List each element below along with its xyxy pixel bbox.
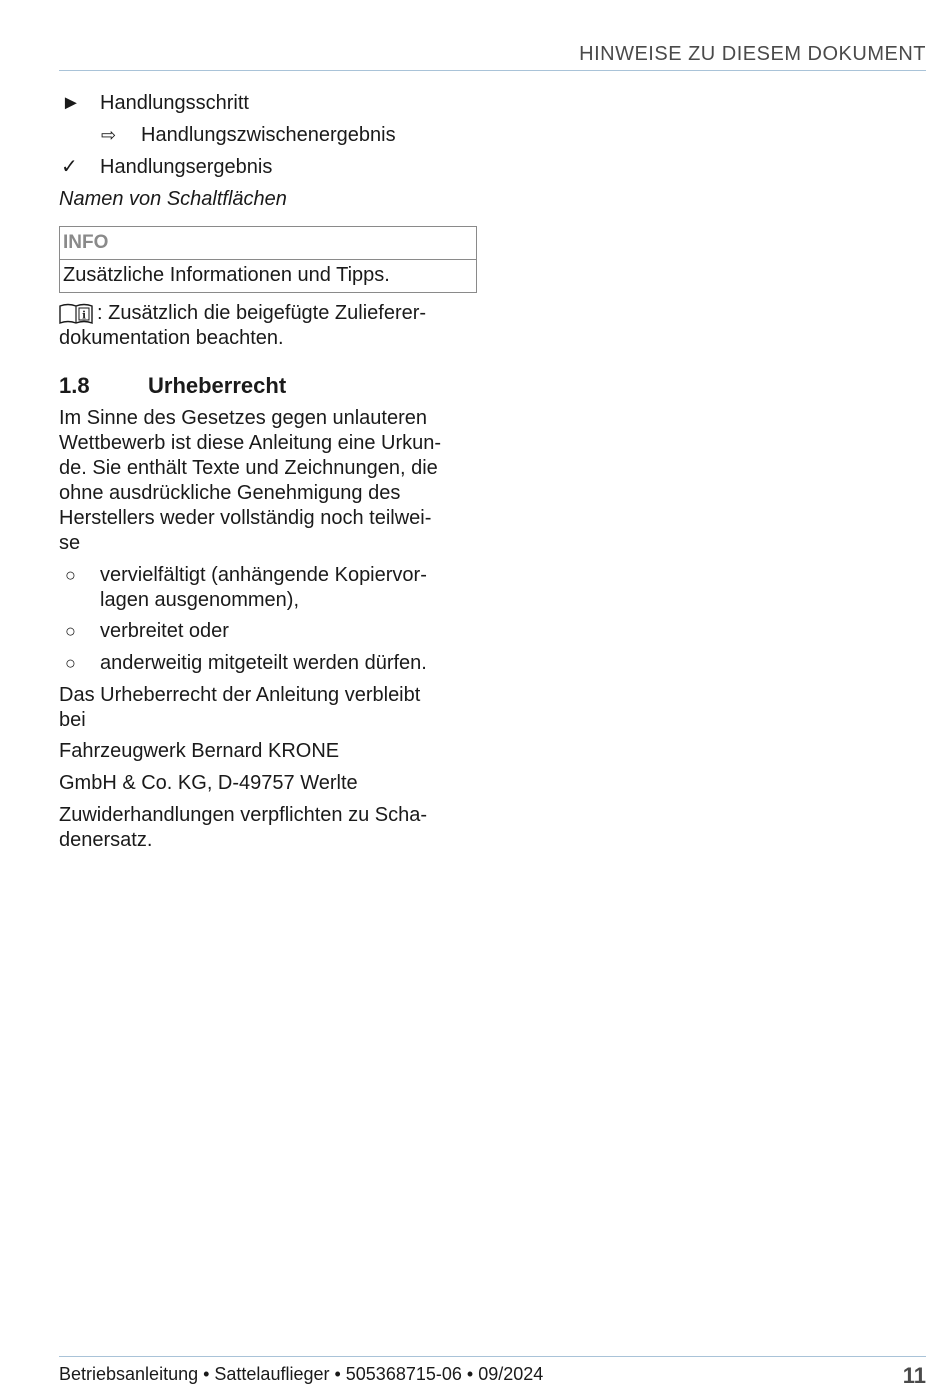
step-label: Handlungsschritt <box>100 92 249 114</box>
copyright-line: Das Urheberrecht der Anleitung verbleibt <box>59 684 421 706</box>
intermediate-arrow-icon: ⇨ <box>101 125 117 145</box>
list-item-line: anderweitig mitgeteilt werden dürfen. <box>100 652 427 674</box>
book-info-icon <box>59 303 93 325</box>
button-names-example: Namen von Schaltflächen <box>59 188 287 210</box>
info-box <box>59 226 477 293</box>
intro-line: Im Sinne des Gesetzes gegen unlauteren <box>59 407 428 429</box>
section-title: Urheberrecht <box>148 373 287 398</box>
circle-bullet-icon: ○ <box>65 565 76 585</box>
list-item-line: verbreitet oder <box>100 620 229 642</box>
intro-line: Wettbewerb ist diese Anleitung eine Urkun- <box>59 432 442 454</box>
intermediate-label: Handlungszwischenergebnis <box>141 124 396 146</box>
penalty-line: denersatz. <box>59 829 153 851</box>
list-item-line: lagen ausgenommen), <box>100 589 300 611</box>
supplier-note-line1: : Zusätzlich die beigefügte Zulieferer- <box>97 302 427 324</box>
info-box-heading: INFO <box>60 227 476 260</box>
info-box-text: Zusätzliche Informationen und Tipps. <box>63 264 390 286</box>
footer-divider <box>59 1356 926 1357</box>
list-item <box>100 651 480 676</box>
intro-line: Herstellers weder vollständig noch teilwei- <box>59 507 432 529</box>
supplier-note-line2: dokumentation beachten. <box>59 327 284 349</box>
list-item <box>100 619 480 644</box>
result-label: Handlungsergebnis <box>100 156 273 178</box>
company-line-2: GmbH & Co. KG, D-49757 Werlte <box>59 772 358 794</box>
intro-line: de. Sie enthält Texte und Zeichnungen, die <box>59 457 438 479</box>
circle-bullet-icon: ○ <box>65 621 76 641</box>
list-item-line: vervielfältigt (anhängende Kopiervor- <box>100 564 427 586</box>
step-arrow-icon: ► <box>61 92 81 114</box>
svg-text:i: i <box>82 310 86 322</box>
section-number: 1.8 <box>59 373 90 398</box>
copyright-paragraph <box>59 683 479 733</box>
penalty-paragraph <box>59 803 479 853</box>
company-line-1: Fahrzeugwerk Bernard KRONE <box>59 740 340 762</box>
list-item <box>100 563 480 613</box>
intro-paragraph <box>59 406 479 556</box>
page-number: 11 <box>902 1363 926 1385</box>
penalty-line: Zuwiderhandlungen verpflichten zu Scha- <box>59 804 427 826</box>
footer-document-info: Betriebsanleitung • Sattelauflieger • 505368715-06 • 09/2024 <box>59 1364 544 1384</box>
header-divider <box>59 70 926 71</box>
copyright-line: bei <box>59 709 86 731</box>
checkmark-icon: ✓ <box>61 156 78 178</box>
circle-bullet-icon: ○ <box>65 653 76 673</box>
page-header-title: HINWEISE ZU DIESEM DOKUMENT <box>579 43 926 65</box>
intro-line: se <box>59 532 81 554</box>
intro-line: ohne ausdrückliche Genehmigung des <box>59 482 401 504</box>
